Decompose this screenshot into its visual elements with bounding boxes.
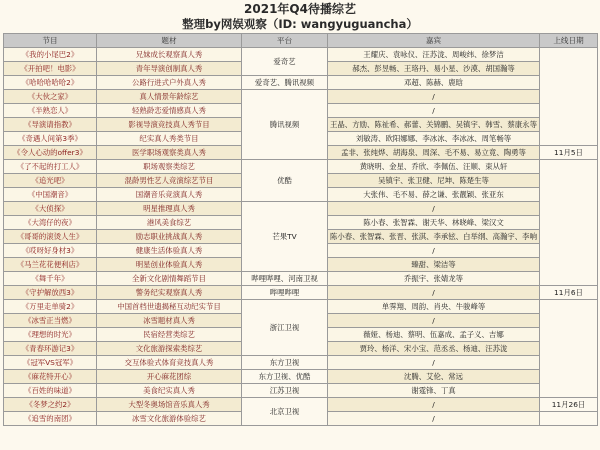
header-guests: 嘉宾: [328, 34, 540, 48]
program-name-cell: 《舞千年》: [4, 272, 97, 286]
theme-cell: 全新文化剧情舞蹈节目: [97, 272, 242, 286]
guests-cell: /: [328, 244, 540, 258]
guests-cell: 陈小春、张智霖、谢天华、林晓峰、梁汉文: [328, 216, 540, 230]
program-name-cell: 《冠军VS冠军》: [4, 356, 97, 370]
guests-cell: 贾玲、杨洋、宋小宝、范丞丞、杨迪、汪苏泷: [328, 342, 540, 356]
program-name-cell: 《令人心动的offer3》: [4, 146, 97, 160]
theme-cell: 公路行进式户外真人秀: [97, 76, 242, 90]
guests-cell: /: [328, 412, 540, 426]
program-name-cell: 《万里走单骑2》: [4, 300, 97, 314]
header-release-date: 上线日期: [540, 34, 598, 48]
theme-cell: 文化旅游探索类综艺: [97, 342, 242, 356]
theme-cell: 国潮音乐竞演真人秀: [97, 188, 242, 202]
guests-cell: 谢霆锋、丁真: [328, 384, 540, 398]
table-row: [4, 160, 598, 174]
release-date-cell: [540, 160, 598, 286]
table-row: [4, 90, 598, 104]
theme-cell: 警务纪实观察真人秀: [97, 286, 242, 300]
guests-cell: 刘敏涛、欧阳娜娜、李冰冰、李冰冰、周笔畅等: [328, 132, 540, 146]
guests-cell: /: [328, 286, 540, 300]
theme-cell: 中国首档世遗揭秘互动纪实节目: [97, 300, 242, 314]
guests-cell: /: [328, 398, 540, 412]
theme-cell: 交互体验式体育竞技真人秀: [97, 356, 242, 370]
theme-cell: 纪实真人秀类节目: [97, 132, 242, 146]
platform-cell: 哔哩哔哩、河南卫视: [242, 272, 328, 286]
theme-cell: 兄妹成长观察真人秀: [97, 48, 242, 62]
platform-cell: 东方卫视、优酷: [242, 370, 328, 384]
table-body: [4, 48, 598, 426]
theme-cell: 健康生活体验真人秀: [97, 244, 242, 258]
platform-cell: 腾讯视频: [242, 90, 328, 160]
release-date-cell: 11月5日: [540, 146, 598, 160]
table-row: [4, 300, 598, 314]
guests-cell: 黄晓明、金星、乔欣、李佩伍、汪顺、束从轩: [328, 160, 540, 174]
program-name-cell: 《青春环游记3》: [4, 342, 97, 356]
theme-cell: 真人情景年龄综艺: [97, 90, 242, 104]
table-row: [4, 370, 598, 384]
program-name-cell: 《冬梦之约2》: [4, 398, 97, 412]
platform-cell: 浙江卫视: [242, 300, 328, 356]
program-name-cell: 《哥哥的滚烫人生》: [4, 230, 97, 244]
guests-cell: 乔振宇、张婧龙等: [328, 272, 540, 286]
platform-cell: 江苏卫视: [242, 384, 328, 398]
table-row: [4, 398, 598, 412]
program-name-cell: 《大侦探》: [4, 202, 97, 216]
platform-cell: 哔哩哔哩: [242, 286, 328, 300]
program-name-cell: 《了不起的打工人》: [4, 160, 97, 174]
program-name-cell: 《导演请指教》: [4, 118, 97, 132]
table-row: [4, 356, 598, 370]
program-name-cell: 《哎呀好身材3》: [4, 244, 97, 258]
guests-cell: 孟非、张纯烨、胡海泉、周深、毛不易、易立竟、陶勇等: [328, 146, 540, 160]
program-name-cell: 《追雪的南团》: [4, 412, 97, 426]
theme-cell: 民宿经营类综艺: [97, 328, 242, 342]
program-name-cell: 《冰雪正当燃》: [4, 314, 97, 328]
guests-cell: 邓超、陈赫、鹿晗: [328, 76, 540, 90]
theme-cell: 美食纪实真人秀: [97, 384, 242, 398]
release-date-cell: [540, 412, 598, 426]
guests-cell: 陈小春、张智霖、张晋、张淇、李承铉、白举纲、高瀚宇、李响: [328, 230, 540, 244]
program-name-cell: 《中国潮音》: [4, 188, 97, 202]
table-row: [4, 76, 598, 90]
sheet-subtitle: 整理by网娱观察（ID: wangyuguancha）: [182, 17, 418, 31]
theme-cell: 明星创业体验真人秀: [97, 258, 242, 272]
header-row: [4, 34, 598, 48]
program-name-cell: 《大伙之家》: [4, 90, 97, 104]
release-date-cell: [540, 48, 598, 146]
header-platform: 平台: [242, 34, 328, 48]
program-name-cell: 《奇遇人间第3季》: [4, 132, 97, 146]
header-program: 节目: [4, 34, 97, 48]
theme-cell: 冰雪题材真人秀: [97, 314, 242, 328]
theme-cell: 开心麻花团综: [97, 370, 242, 384]
theme-cell: 明星推理真人秀: [97, 202, 242, 216]
program-name-cell: 《守护解放西3》: [4, 286, 97, 300]
theme-cell: 大型冬奥场馆音乐真人秀: [97, 398, 242, 412]
theme-cell: 医学职场观察类真人秀: [97, 146, 242, 160]
guests-cell: /: [328, 202, 540, 216]
program-name-cell: 《我的小尾巴2》: [4, 48, 97, 62]
program-name-cell: 《麻花特开心》: [4, 370, 97, 384]
table-row: [4, 48, 598, 62]
guests-cell: 薇娅、杨迪、蔡明、伍嘉成、孟子义、吉娜: [328, 328, 540, 342]
guests-cell: 单霁翔、周韵、肖央、牛骏峰等: [328, 300, 540, 314]
guests-cell: 郝杰、彭昱畅、王珞丹、易小星、沙漠、胡国瀚等: [328, 62, 540, 76]
table-row: [4, 286, 598, 300]
platform-cell: 北京卫视: [242, 398, 328, 426]
release-date-cell: [540, 300, 598, 398]
schedule-table: [3, 33, 598, 426]
table-row: [4, 202, 598, 216]
theme-cell: 职场观察类综艺: [97, 160, 242, 174]
program-name-cell: 《开拍吧！电影》: [4, 62, 97, 76]
header-theme: 题材: [97, 34, 242, 48]
release-date-cell: 11月26日: [540, 398, 598, 412]
guests-cell: 王耀庆、袁咏仪、汪苏泷、周峻纬、徐梦洁: [328, 48, 540, 62]
program-name-cell: 《马兰花花便利店》: [4, 258, 97, 272]
program-name-cell: 《半熟恋人》: [4, 104, 97, 118]
program-name-cell: 《百姓的味道》: [4, 384, 97, 398]
theme-cell: 轻熟龄恋爱情感真人秀: [97, 104, 242, 118]
sheet-title: 2021年Q4待播综艺: [244, 2, 356, 16]
guests-cell: 臻甜、梁洁等: [328, 258, 540, 272]
theme-cell: 冰雪文化旅游体验综艺: [97, 412, 242, 426]
table-row: [4, 272, 598, 286]
platform-cell: 爱奇艺、腾讯视频: [242, 76, 328, 90]
guests-cell: 王晶、方励、陈祉希、郝蕾、关锦鹏、吴镇宇、韩雪、蔡康永等: [328, 118, 540, 132]
program-name-cell: 《理想的时光》: [4, 328, 97, 342]
release-date-cell: 11月6日: [540, 286, 598, 300]
program-name-cell: 《追光吧》: [4, 174, 97, 188]
theme-cell: 励志职业挑战真人秀: [97, 230, 242, 244]
theme-cell: 混龄男性艺人竞演综艺节目: [97, 174, 242, 188]
platform-cell: 优酷: [242, 160, 328, 202]
guests-cell: /: [328, 90, 540, 104]
program-name-cell: 《哈哈哈哈哈2》: [4, 76, 97, 90]
guests-cell: /: [328, 314, 540, 328]
table-row: [4, 384, 598, 398]
guests-cell: 大张伟、毛不易、薛之谦、张靓颖、张亚东: [328, 188, 540, 202]
program-name-cell: 《大湾仔的夜》: [4, 216, 97, 230]
platform-cell: 东方卫视: [242, 356, 328, 370]
platform-cell: 芒果TV: [242, 202, 328, 272]
guests-cell: 沈腾、艾伦、常远: [328, 370, 540, 384]
guests-cell: /: [328, 356, 540, 370]
platform-cell: 爱奇艺: [242, 48, 328, 76]
theme-cell: 影视导演竞技真人秀节目: [97, 118, 242, 132]
guests-cell: /: [328, 104, 540, 118]
guests-cell: 吴镇宇、张卫健、尼坤、陈楚生等: [328, 174, 540, 188]
theme-cell: 港风美食综艺: [97, 216, 242, 230]
theme-cell: 青年导演创制真人秀: [97, 62, 242, 76]
